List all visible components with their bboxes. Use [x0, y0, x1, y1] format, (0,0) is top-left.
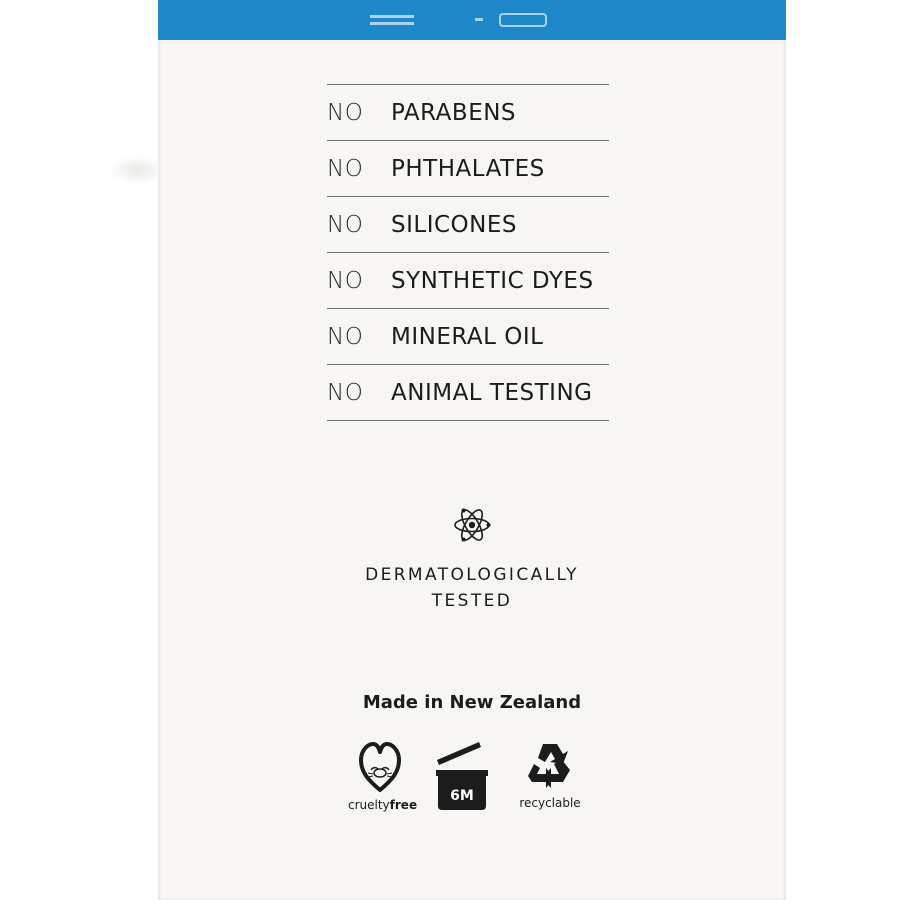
claim-row: [327, 141, 609, 197]
cruelty-text: cruelty: [348, 798, 390, 812]
claim-prefix: NO: [327, 211, 364, 238]
claim-prefix: NO: [327, 99, 364, 126]
dermatologically-tested-text: [158, 562, 786, 614]
cruelty-free-label: [348, 798, 418, 812]
recycle-icon: [525, 740, 575, 792]
claim-text: PHTHALATES: [391, 155, 545, 182]
recyclable-symbol: [510, 740, 590, 810]
recyclable-label: recyclable: [519, 796, 581, 810]
claim-text: PARABENS: [391, 99, 517, 126]
claim-row: [327, 253, 609, 309]
made-in-label: Made in New Zealand: [362, 692, 582, 713]
band-marks: [370, 13, 570, 27]
cruelty-free-symbol: [348, 740, 418, 812]
derm-line-2: TESTED: [431, 591, 513, 611]
derm-line-1: DERMATOLOGICALLY: [365, 565, 579, 585]
packaging-symbols: [348, 740, 588, 820]
claim-text: SILICONES: [391, 211, 517, 238]
claim-prefix: NO: [327, 155, 364, 182]
top-blue-band: [158, 0, 786, 40]
pao-symbol: [432, 740, 492, 816]
bunny-heart-icon: [358, 740, 402, 794]
claim-text: MINERAL OIL: [391, 323, 544, 350]
claim-prefix: NO: [327, 379, 364, 406]
claim-row: [327, 85, 609, 141]
claim-text: SYNTHETIC DYES: [391, 267, 594, 294]
claim-prefix: NO: [327, 267, 364, 294]
open-jar-icon: [433, 740, 491, 812]
dermatologically-tested-block: [158, 503, 786, 614]
atom-icon: [452, 503, 492, 547]
free-from-claims-list: [327, 84, 609, 421]
claim-row: [327, 309, 609, 365]
product-box-back: [158, 0, 786, 900]
free-text: free: [389, 798, 418, 812]
claim-prefix: NO: [327, 323, 364, 350]
claim-text: ANIMAL TESTING: [391, 379, 593, 406]
claim-row: [327, 197, 609, 253]
pao-label: 6M: [450, 788, 474, 804]
claim-row: [327, 365, 609, 421]
